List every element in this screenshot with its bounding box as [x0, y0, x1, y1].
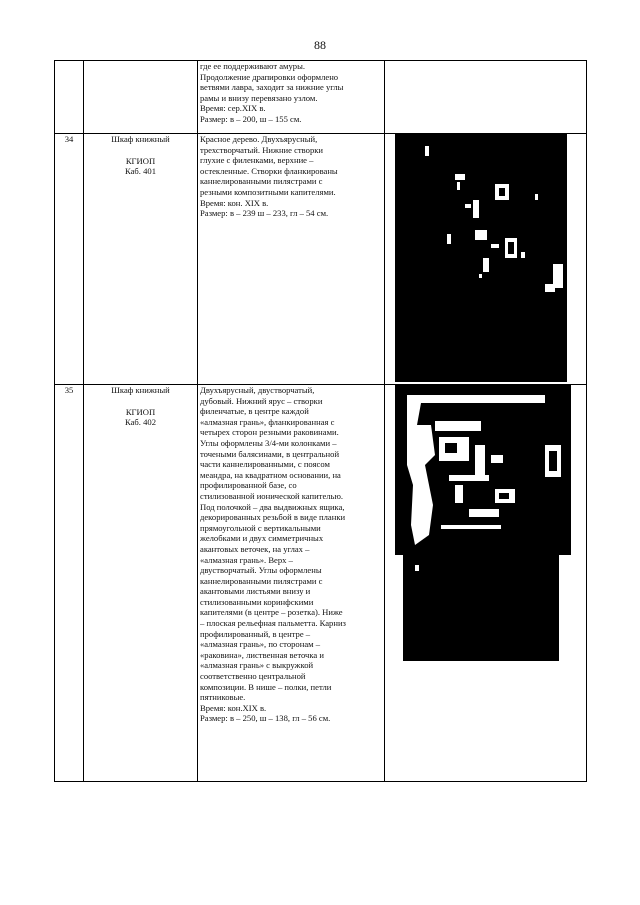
description-line: Красное дерево. Двухъярусный, — [200, 134, 318, 144]
description-line: где ее поддерживают амуры. — [200, 61, 305, 71]
description-line: Размер: в – 250, ш – 138, гл – 56 см. — [200, 713, 331, 724]
item-name: Шкаф книжный — [111, 385, 170, 395]
description-line: рамы и внизу перевязано узлом. — [200, 92, 318, 103]
description-line: – плоская рельефная пальметта. Карниз — [200, 618, 346, 629]
row-number: 35 — [55, 385, 84, 782]
item-description — [198, 134, 385, 385]
item-name — [84, 61, 198, 134]
description-line: соответственно центральной — [200, 671, 306, 682]
description-line: акантовых веточек, на углах – — [200, 543, 310, 554]
item-name-cell — [84, 385, 198, 782]
description-line: «алмазная грань». Верх – — [200, 554, 293, 565]
photo-cell — [385, 61, 587, 134]
description-line: двустворчатый. Углы оформлены — [200, 565, 322, 576]
table-row-35 — [55, 385, 587, 782]
photo-cell — [385, 134, 587, 385]
description-line: Размер: в – 200, ш – 155 см. — [200, 113, 302, 124]
bookcase-photo-graphic — [395, 134, 567, 382]
row-number — [55, 61, 84, 134]
page-number: 88 — [314, 38, 326, 52]
description-line: «алмазная грань», по сторонам – — [200, 639, 321, 650]
item-name: Шкаф книжный — [111, 134, 170, 144]
description-line: Под полочкой – два выдвижных ящика, — [200, 501, 345, 512]
bookcase-photo — [395, 385, 571, 661]
description-line: Время: кон.XIX в. — [200, 702, 267, 713]
description-line: глухие с филенками, верхние – — [200, 155, 314, 166]
description-line: дубовый. Нижний ярус – створки — [200, 395, 323, 406]
item-name-cell — [84, 134, 198, 385]
description-line: стилизованной ионической капителью. — [200, 490, 344, 501]
description-line: Углы оформлены 3/4-ми колонками – — [200, 437, 337, 448]
item-description — [198, 61, 385, 134]
description-line: резными композитными капителями. — [200, 186, 336, 197]
description-line: профилированный, в центре – — [200, 628, 311, 639]
description-line: профилированной базе, со — [200, 480, 297, 491]
catalog-table — [54, 60, 587, 782]
item-description — [198, 385, 385, 782]
description-line: остекленные. Створки фланкированы — [200, 165, 338, 176]
description-line: меандра, на квадратном основании, на — [200, 469, 341, 480]
description-line: композиции. В нише – полки, петли — [200, 681, 332, 692]
description-line: Продолжение драпировки оформлено — [200, 71, 339, 82]
description-line: декорированных резьбой в виде планки — [200, 512, 346, 523]
description-line: точеными балясинами, в центральной — [200, 448, 340, 459]
item-location: КГИОП — [125, 406, 156, 417]
table-row-continuation — [55, 61, 587, 134]
description-line: «алмазная грань» с выкружкой — [200, 660, 314, 671]
description-line: каннелированными пилястрами с — [200, 176, 323, 187]
photo-cell — [385, 385, 587, 782]
description-line: филенчатые, в центре каждой — [200, 406, 309, 417]
description-line: части каннелированными, с поясом — [200, 459, 330, 470]
description-line: Время: сер.XIX в. — [200, 103, 266, 114]
description-line: Размер: в – 239 ш – 233, гл – 54 см. — [200, 208, 329, 219]
description-line: желобками и двух симметричных — [200, 533, 324, 544]
description-line: Время: кон. XIX в. — [200, 197, 269, 208]
description-line: четырех сторон резными раковинами. — [200, 427, 339, 438]
description-line: стилизованными коринфскими — [200, 596, 314, 607]
bookcase-photo-graphic — [395, 385, 571, 661]
table-row-34 — [55, 134, 587, 385]
item-cabinet: Каб. 402 — [125, 417, 156, 428]
item-location: КГИОП — [125, 155, 156, 166]
description-line: «раковина», лиственная веточка и — [200, 649, 324, 660]
description-line: Двухъярусный, двустворчатый, — [200, 385, 315, 395]
description-line: трехстворчатый. Нижние створки — [200, 144, 324, 155]
description-line: капителями (в центре – розетка). Ниже — [200, 607, 343, 618]
description-line: пятниковые. — [200, 692, 246, 703]
bookcase-photo — [395, 134, 567, 382]
description-line: ветвями лавра, заходит за нижние углы — [200, 82, 344, 93]
description-line: «алмазная грань», фланкированная с — [200, 416, 335, 427]
description-line: акантовыми листьями внизу и — [200, 586, 311, 597]
item-cabinet: Каб. 401 — [125, 166, 156, 177]
description-line: прямоугольной с вертикальными — [200, 522, 321, 533]
description-line: каннелированными пилястрами с — [200, 575, 323, 586]
row-number: 34 — [55, 134, 84, 385]
